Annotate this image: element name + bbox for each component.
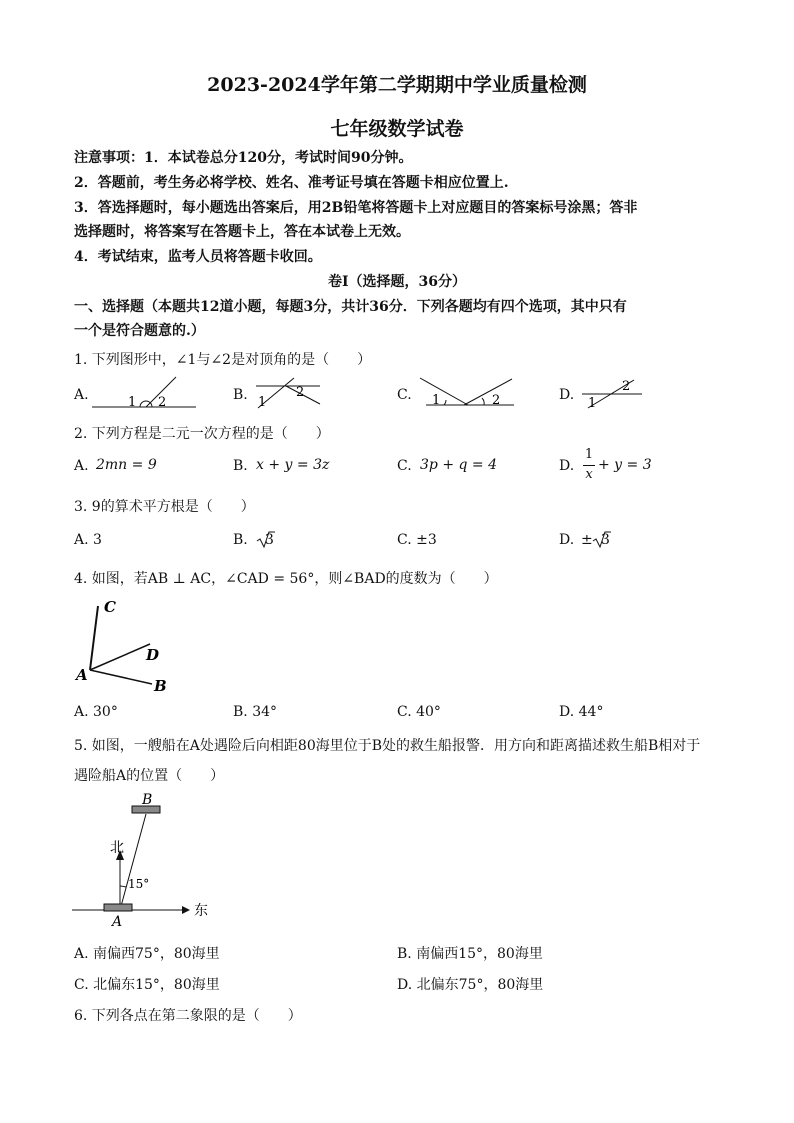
q1b-angle2-label: 2 xyxy=(296,385,305,400)
q5-point-a: A xyxy=(112,914,123,930)
note-3a: 3．答选择题时，每小题选出答案后，用2B铅笔将答题卡上对应题目的答案标号涂黑；答非 xyxy=(74,200,638,216)
q1-option-c-label: C. xyxy=(397,387,412,403)
note-3b: 选择题时，将答案写在答题卡上，答在本试卷上无效。 xyxy=(74,224,410,240)
q2-d-numerator: 1 xyxy=(584,447,594,462)
q4-point-a: A xyxy=(76,666,88,684)
q5-angle-label: 15° xyxy=(128,877,150,891)
q3-option-a: A. 3 xyxy=(74,532,102,548)
q1-figure-d xyxy=(580,376,646,412)
q2-option-c: 3p + q = 4 xyxy=(420,457,497,473)
q2-d-denominator: x xyxy=(585,467,593,482)
q2-d-rest: + y = 3 xyxy=(598,457,652,473)
q5-east-label: 东 xyxy=(194,903,208,919)
q4-option-c: C. 40° xyxy=(397,704,441,720)
q2-option-d-label: D. xyxy=(559,458,575,474)
q1d-angle1-label: 1 xyxy=(588,396,597,411)
q4-figure xyxy=(74,598,174,696)
q4-option-d: D. 44° xyxy=(559,704,604,720)
q5-option-a: A. 南偏西75°，80海里 xyxy=(74,946,220,962)
q2-option-a-label: A. xyxy=(74,458,89,474)
q2-d-fraction-bar xyxy=(583,465,595,466)
note-1: 注意事项：1．本试卷总分120分，考试时间90分钟。 xyxy=(74,150,413,166)
q3-option-d-radicand: 3 xyxy=(601,532,610,548)
q2-option-c-label: C. xyxy=(397,458,412,474)
q1a-angle1-label: 1 xyxy=(128,395,137,410)
q5-option-b: B. 南偏西15°，80海里 xyxy=(397,946,543,962)
q1b-angle1-label: 1 xyxy=(258,395,267,410)
q3-option-d-label: D. xyxy=(559,532,575,548)
q2-option-b: x + y = 3z xyxy=(256,457,330,473)
q3-option-b-label: B. xyxy=(233,532,248,548)
section-title: 卷Ⅰ（选择题，36分） xyxy=(327,274,467,290)
q1d-angle2-label: 2 xyxy=(622,379,631,394)
q4-option-b: B. 34° xyxy=(233,704,278,720)
section-intro-2: 一个是符合题意的.） xyxy=(74,323,205,339)
q3-stem: 3. 9的算术平方根是（ ） xyxy=(74,499,255,515)
q1-figure-a xyxy=(90,374,200,414)
q5-option-c: C. 北偏东15°，80海里 xyxy=(74,977,220,993)
q2-option-a: 2mn = 9 xyxy=(96,457,157,473)
q1c-angle2-label: 2 xyxy=(492,393,501,408)
q2-option-b-label: B. xyxy=(233,458,248,474)
q1-option-a-label: A. xyxy=(74,387,89,403)
q5-figure xyxy=(70,792,220,930)
q5-north-label: 北 xyxy=(110,840,124,856)
q5-stem-line1: 5. 如图，一艘船在A处遇险后向相距80海里位于B处的救生船报警．用方向和距离描述救生船B相对于 xyxy=(74,738,701,754)
q4-point-c: C xyxy=(104,598,116,616)
q3-option-b-radicand: 3 xyxy=(265,532,274,548)
q5-point-b: B xyxy=(142,792,153,808)
exam-title: 2023-2024学年第二学期期中学业质量检测 xyxy=(207,74,587,96)
q1c-angle1-label: 1 xyxy=(432,393,441,408)
q1-stem: 1. 下列图形中，∠1与∠2是对顶角的是（ ） xyxy=(74,352,372,368)
section-intro-1: 一、选择题（本题共12道小题，每题3分，共计36分．下列各题均有四个选项，其中只有 xyxy=(74,299,627,315)
q1-option-b-label: B. xyxy=(233,387,248,403)
q4-point-b: B xyxy=(154,677,167,695)
q4-stem: 4. 如图，若AB ⊥ AC，∠CAD = 56°，则∠BAD的度数为（ ） xyxy=(74,571,498,587)
note-4: 4．考试结束，监考人员将答题卡收回。 xyxy=(74,249,322,265)
note-2: 2．答题前，考生务必将学校、姓名、准考证号填在答题卡相应位置上. xyxy=(74,175,509,191)
q3-option-c: C. ±3 xyxy=(397,532,437,548)
q4-option-a: A. 30° xyxy=(74,704,118,720)
q1a-angle2-label: 2 xyxy=(158,395,167,410)
q1-figure-b xyxy=(252,376,324,412)
q1-figure-c xyxy=(416,376,520,410)
q4-point-d: D xyxy=(146,646,160,664)
q6-stem: 6. 下列各点在第二象限的是（ ） xyxy=(74,1008,302,1024)
exam-subtitle: 七年级数学试卷 xyxy=(330,118,464,140)
q2-stem: 2. 下列方程是二元一次方程的是（ ） xyxy=(74,426,330,442)
q5-stem-line2: 遇险船A的位置（ ） xyxy=(74,768,225,784)
q1-option-d-label: D. xyxy=(559,387,575,403)
q3-option-d-pm: ± xyxy=(581,532,593,548)
q5-option-d: D. 北偏东75°，80海里 xyxy=(397,977,544,993)
